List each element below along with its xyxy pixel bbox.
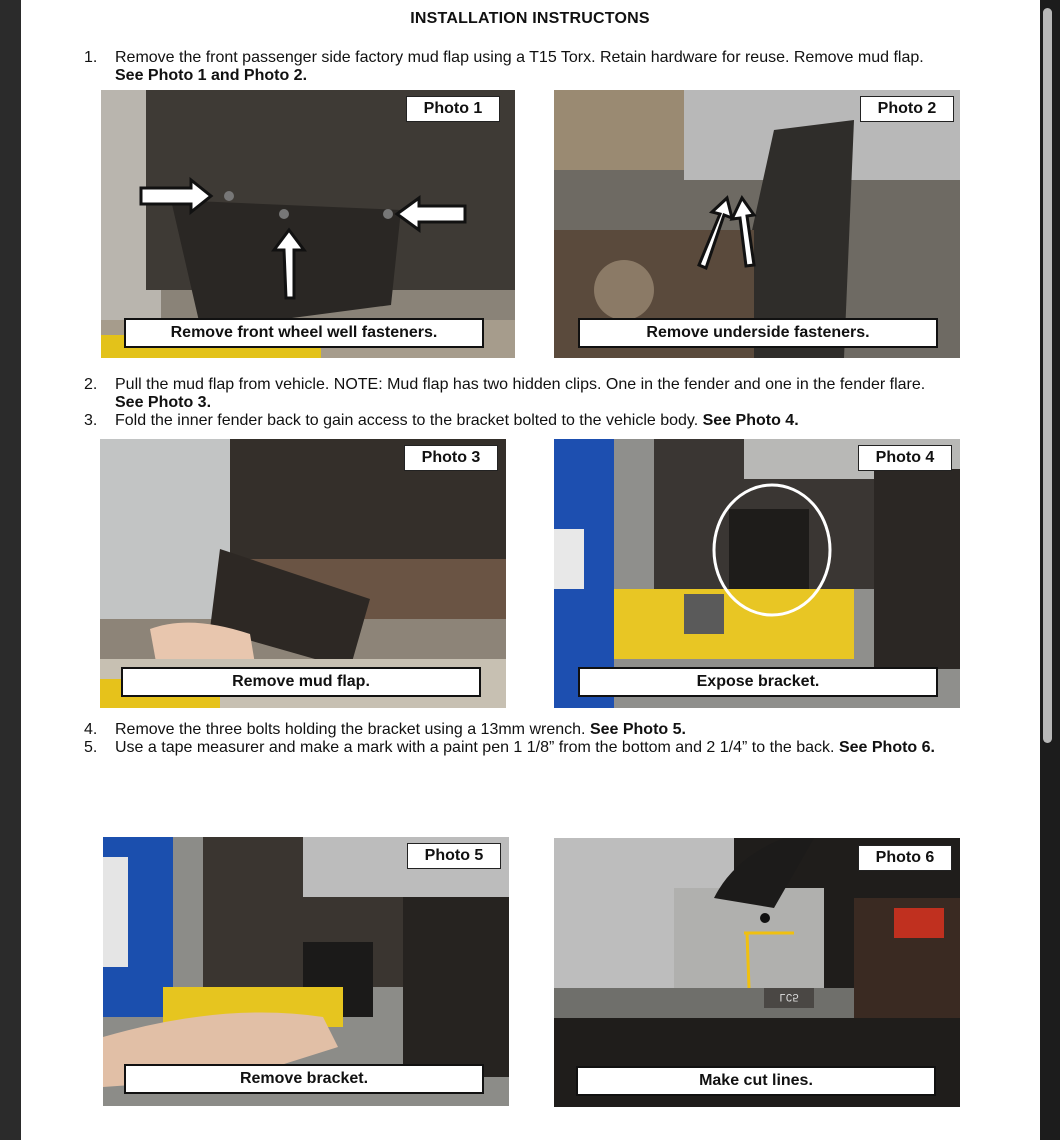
photo-1-caption: Remove front wheel well fasteners. [124,318,484,348]
step-text: Use a tape measurer and make a mark with a paint pen 1 1/8” from the bottom and 2 1/4” to the back. See Photo 6. [115,739,935,756]
photo-1-label: Photo 1 [406,96,500,122]
page-title: INSTALLATION INSTRUCTONS [410,10,650,27]
step-number: 1. [84,49,98,66]
photo-6-label: Photo 6 [858,845,952,871]
step-number: 2. [84,376,98,393]
photo-2-label: Photo 2 [860,96,954,122]
photo-3-label: Photo 3 [404,445,498,471]
photo-1 [101,90,515,358]
step-reference: See Photo 3. [115,394,212,411]
step-text: Remove the front passenger side factory mud flap using a T15 Torx. Retain hardware for reuse. Remove mud flap. [115,49,924,66]
step-number: 3. [84,412,98,429]
photo-5-label: Photo 5 [407,843,501,869]
photo-4-caption: Expose bracket. [578,667,938,697]
photo-2-caption: Remove underside fasteners. [578,318,938,348]
photo-3-caption: Remove mud flap. [121,667,481,697]
step-number: 4. [84,721,98,738]
photo-3 [100,439,506,708]
scrollbar-thumb[interactable] [1043,8,1052,743]
photo-4-label: Photo 4 [858,445,952,471]
photo-5-caption: Remove bracket. [124,1064,484,1094]
part-marking-text: LC5 [779,990,799,1002]
photo-5 [103,837,509,1106]
photo-2 [554,90,960,358]
photo-6 [554,838,960,1107]
step-number: 5. [84,739,98,756]
photo-6-caption: Make cut lines. [576,1066,936,1096]
step-text: Pull the mud flap from vehicle. NOTE: Mud flap has two hidden clips. One in the fender and one in the fender flare. [115,376,926,393]
step-reference: See Photo 1 and Photo 2. [115,67,308,84]
step-text: Remove the three bolts holding the bracket using a 13mm wrench. See Photo 5. [115,721,686,738]
step-text: Fold the inner fender back to gain access to the bracket bolted to the vehicle body. See Photo 4. [115,412,799,429]
photo-4 [554,439,960,708]
